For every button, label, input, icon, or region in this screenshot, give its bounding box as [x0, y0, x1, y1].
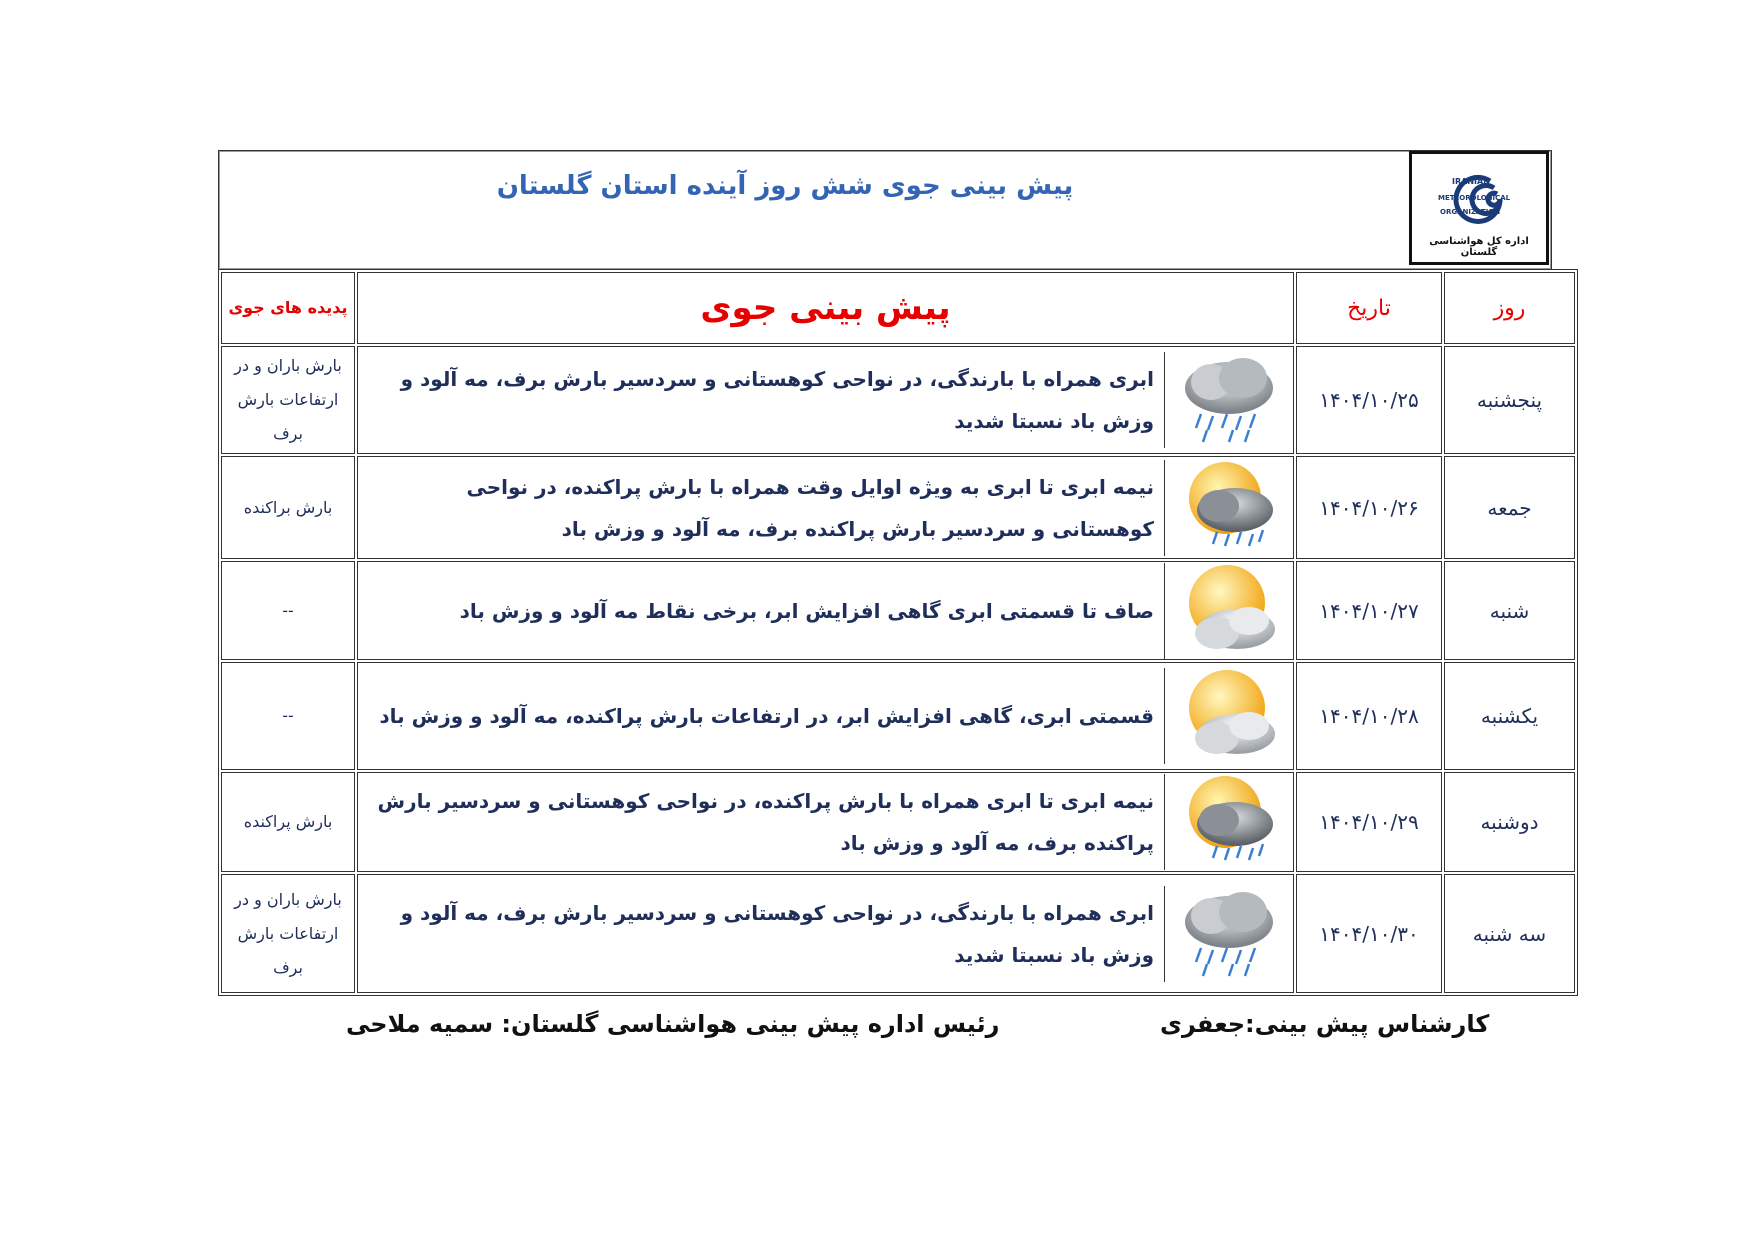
table-row	[221, 662, 1575, 770]
row-forecast-cell	[357, 456, 1294, 559]
row-date: ۱۴۰۴/۱۰/۲۸	[1296, 662, 1442, 770]
row-forecast-text: صاف تا قسمتی ابری گاهی افزایش ابر، برخی نقاط مه آلود و وزش باد	[459, 598, 1154, 623]
logo-line1: IRANIAN	[1452, 177, 1490, 186]
row-day: دوشنبه	[1444, 772, 1575, 872]
sun-cloud-icon	[1164, 563, 1293, 659]
logo	[1409, 151, 1549, 265]
row-phenomena: بارش پراکنده	[221, 772, 355, 872]
sun-cloud-icon	[1164, 668, 1293, 764]
row-forecast-cell	[357, 662, 1294, 770]
rain-snow-icon	[1164, 886, 1293, 982]
row-date: ۱۴۰۴/۱۰/۲۵	[1296, 346, 1442, 454]
sun-cloud-rain-icon	[1164, 460, 1293, 556]
table-row	[221, 456, 1575, 559]
row-date: ۱۴۰۴/۱۰/۲۷	[1296, 561, 1442, 660]
row-forecast-text: نیمه ابری تا ابری همراه با بارش پراکنده، در نواحی کوهستانی و سردسیر بارش پراکنده برف، مه آلود و وزش باد	[377, 789, 1154, 855]
row-forecast-cell	[357, 772, 1294, 872]
page-title: پیش بینی جوی شش روز آینده استان گلستان	[496, 171, 1074, 201]
logo-caption: اداره کل هواشناسی گلستان	[1429, 236, 1529, 258]
forecast-table	[218, 269, 1578, 996]
table-row	[221, 772, 1575, 872]
forecaster-signature: کارشناس پیش بینی:جعفری	[1160, 1010, 1490, 1038]
head-signature: رئیس اداره پیش بینی هواشناسی گلستان: سمیه ملاحی	[346, 1010, 1000, 1038]
footer	[0, 1010, 1754, 1050]
header-box	[218, 150, 1552, 270]
header-date: تاریخ	[1296, 272, 1442, 344]
row-forecast-cell	[357, 561, 1294, 660]
sun-cloud-rain-icon	[1164, 774, 1293, 870]
row-date: ۱۴۰۴/۱۰/۲۹	[1296, 772, 1442, 872]
row-day: جمعه	[1444, 456, 1575, 559]
row-date: ۱۴۰۴/۱۰/۳۰	[1296, 874, 1442, 993]
row-day: یکشنبه	[1444, 662, 1575, 770]
row-day: سه شنبه	[1444, 874, 1575, 993]
header-forecast: پیش بینی جوی	[357, 272, 1294, 344]
row-phenomena: بارش براکنده	[221, 456, 355, 559]
rain-snow-icon	[1164, 352, 1293, 448]
row-phenomena: بارش باران و در ارتفاعات بارش برف	[221, 874, 355, 993]
header-phenomena: پدیده های جوی	[221, 272, 355, 344]
row-forecast-text: قسمتی ابری، گاهی افزایش ابر، در ارتفاعات بارش پراکنده، مه آلود و وزش باد	[379, 704, 1154, 728]
table-row	[221, 874, 1575, 993]
row-day: شنبه	[1444, 561, 1575, 660]
row-date: ۱۴۰۴/۱۰/۲۶	[1296, 456, 1442, 559]
row-phenomena: --	[221, 662, 355, 770]
table-row	[221, 346, 1575, 454]
row-forecast-cell	[357, 874, 1294, 993]
row-phenomena: بارش باران و در ارتفاعات بارش برف	[221, 346, 355, 454]
row-forecast-text: ابری همراه با بارندگی، در نواحی کوهستانی و سردسیر بارش برف، مه آلود و وزش باد نسبتا شدید	[400, 900, 1154, 967]
row-forecast-text: ابری همراه با بارندگی، در نواحی کوهستانی و سردسیر بارش برف، مه آلود و وزش باد نسبتا شدید	[400, 367, 1154, 433]
forecast-sheet	[218, 150, 1552, 996]
table-header-row	[221, 272, 1575, 344]
row-day: پنجشنبه	[1444, 346, 1575, 454]
logo-emblem-icon	[1412, 154, 1546, 244]
row-phenomena: --	[221, 561, 355, 660]
row-forecast-cell	[357, 346, 1294, 454]
row-forecast-text: نیمه ابری تا ابری به ویژه اوایل وقت همراه با بارش پراکنده، در نواحی کوهستانی و سردسیر بارش پراکنده برف، مه آلود و وزش باد	[466, 474, 1154, 541]
logo-line2: METEOROLOGICAL	[1438, 194, 1511, 202]
header-day: روز	[1444, 272, 1575, 344]
table-row	[221, 561, 1575, 660]
logo-line3: ORGANIZATION	[1440, 208, 1501, 216]
